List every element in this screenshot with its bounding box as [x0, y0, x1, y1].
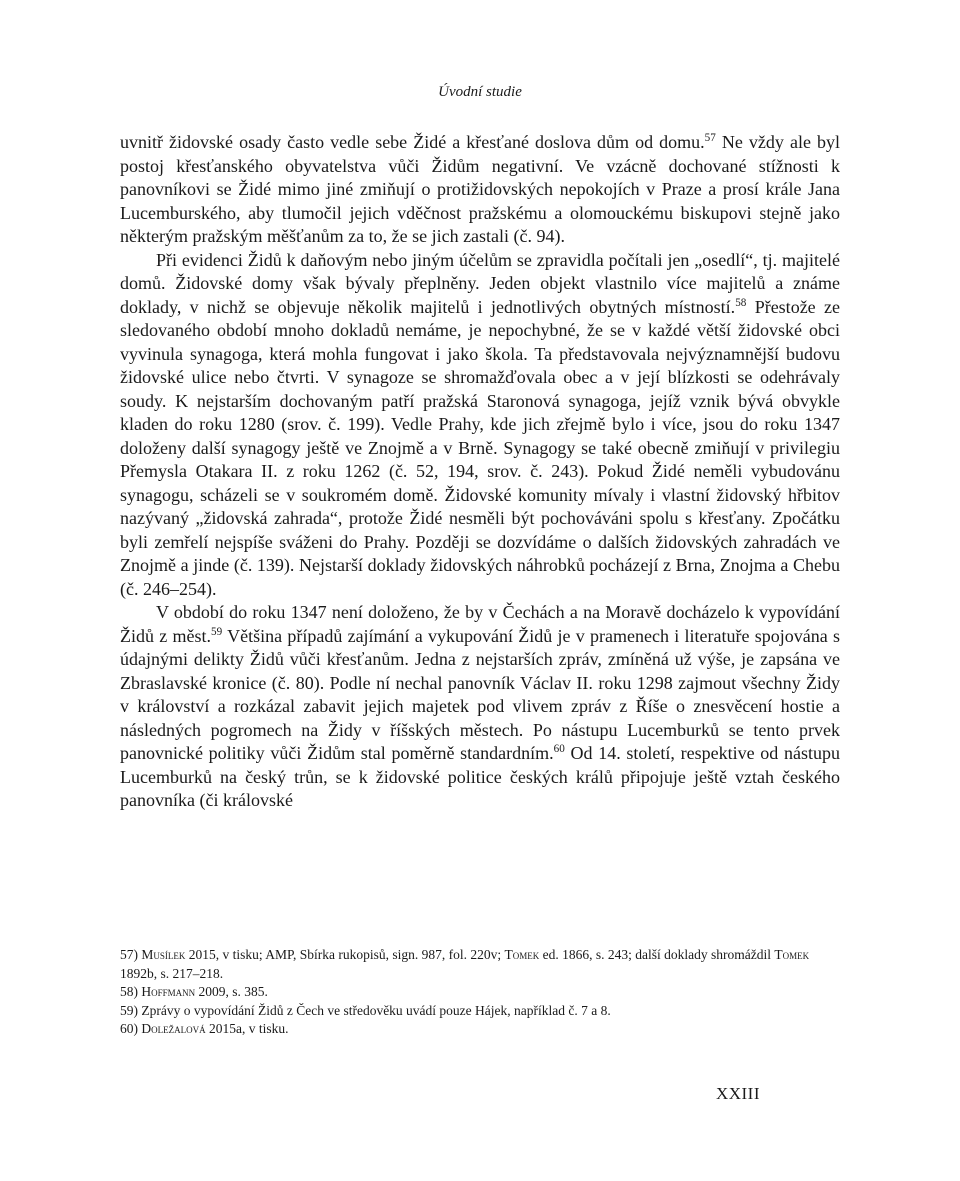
footnote-57-text-2: Tomek [504, 947, 540, 962]
footnote-ref-58: 58 [735, 296, 747, 309]
paragraph-3 [120, 601, 840, 813]
footnote-number: 57) [120, 947, 138, 962]
footnote-60-text-1: 2015a, v tisku. [205, 1021, 289, 1036]
footnote-59-text-0: Zprávy o vypovídání Židů z Čech ve středověku uvádí pouze Hájek, například č. 7 a 8. [141, 1002, 611, 1018]
footnote-ref-57: 57 [704, 132, 716, 144]
footnote-60-text-0: Doležalová [141, 1021, 206, 1036]
paragraph-1 [120, 131, 840, 249]
footnote-ref-59: 59 [211, 625, 223, 638]
footnote-ref-60: 60 [553, 743, 565, 755]
footnote-number: 59) [120, 1002, 138, 1018]
footnote-57 [120, 946, 840, 983]
footnote-58 [120, 983, 840, 1002]
paragraph-1-text-a: uvnitř židovské osady často vedle sebe Židé a křesťané doslova dům od domu. [120, 132, 705, 152]
footnote-number: 60) [120, 1021, 138, 1036]
footnotes [120, 946, 840, 1039]
footnote-57-text-4: Tomek [774, 947, 810, 962]
footnote-57-text-0: Musílek [141, 947, 186, 962]
footnote-58-text-0: Hoffmann [141, 984, 196, 999]
footnote-number: 58) [120, 984, 138, 999]
footnote-57-text-1: 2015, v tisku; AMP, Sbírka rukopisů, sign. 987, fol. 220v; [185, 947, 505, 962]
paragraph-3-text-b: Většina případů zajímání a vykupování Židů je v pramenech i literatuře spojována s údajnými delikty Židů vůči křesťanům. Jedna z nejstarších zpráv, zmíněná už výše, je zapsána ve Zbraslavské kronice (č. 80). Podle ní nechal panovník Václav II. roku 1298 zajmout všechny Židy v království a rozkázal zabavit jejich majetek pod vlivem zpráv z Říše o znesvěcení hostie a následných pogromech na Židy v říšských městech. Po nástupu Lucemburků se tento prvek panovnické politiky vůči Židům stal poměrně standardním. [120, 625, 840, 763]
footnote-57-text-5: 1892b, s. 217–218. [120, 965, 224, 981]
paragraph-3-text-c: Od 14. století, respektive od nástupu Lucemburků na český trůn, se k židovské politice českých králů připojuje ještě vztah českého panovníka (či královské [120, 743, 840, 810]
body-text [120, 131, 840, 813]
paragraph-3-text-a: V období do roku 1347 není doloženo, že by v Čechách a na Moravě docházelo k vypovídání Židů z měst. [120, 602, 840, 646]
paragraph-2-text-b: Přestože ze sledovaného období mnoho dokladů nemáme, je nepochybné, že se v každé větší židovské obci vyvinula synagoga, která mohla fungovat i jako škola. Ta představovala nejvýznamnější budovu židovské ulice nebo čtvrti. V synagoze se shromažďovala obec a v její blízkosti se odehrávaly soudy. K nejstarším dochovaným patří pražská Staronová synagoga, jejíž vznik bývá obvykle kladen do roku 1280 (srov. č. 199). Vedle Prahy, kde jich zřejmě bylo i více, jsou do roku 1347 doloženy další synagogy ještě ve Znojmě a v Brně. Synagogy se také obecně zmiňují v privilegiu Přemysla Otakara II. z roku 1262 (č. 52, 194, srov. č. 243). Pokud Židé neměli vybudovánu synagogu, scházeli se v soukromém domě. Židovské komunity mívaly i vlastní židovský hřbitov nazývaný „židovská zahrada“, protože Židé nesměli být pochováváni spolu s křesťany. Zpočátku byli zemřelí nejspíše sváženi do Prahy. Později se dozvídáme o dalších židovských zahradách ve Znojmě a jinde (č. 139). Nejstarší doklady židovských náhrobků pocházejí z Brna, Znojma a Chebu (č. 246–254). [120, 296, 840, 599]
footnote-57-text-3: ed. 1866, s. 243; další doklady shromáždil [539, 947, 775, 962]
footnote-59 [120, 1002, 840, 1021]
running-head: Úvodní studie [438, 84, 522, 100]
footnote-60 [120, 1020, 840, 1039]
paragraph-1-text-b: Ne vždy ale byl postoj křesťanského obyvatelstva vůči Židům negativní. Ve vzácně dochované stížnosti k panovníkovi se Židé mimo jiné zmiňují o protižidovských nepokojích v Praze a prosí krále Jana Lucemburského, aby tlumočil jejich vděčnost pražskému a olomouckému biskupovi stejně jako některým pražským měšťanům za to, že se jich zastali (č. 94). [120, 132, 840, 246]
paragraph-2 [120, 249, 840, 602]
paragraph-2-text-a: Při evidenci Židů k daňovým nebo jiným účelům se zpravidla počítali jen „osedlí“, tj. majitelé domů. Židovské domy však bývaly přeplněny. Jeden objekt vlastnilo více majitelů a známe doklady, v nichž se objevuje několik majitelů i jednotlivých obytných místností. [120, 249, 840, 317]
footnote-58-text-1: 2009, s. 385. [195, 984, 268, 999]
page-number: XXIII [715, 1084, 760, 1103]
